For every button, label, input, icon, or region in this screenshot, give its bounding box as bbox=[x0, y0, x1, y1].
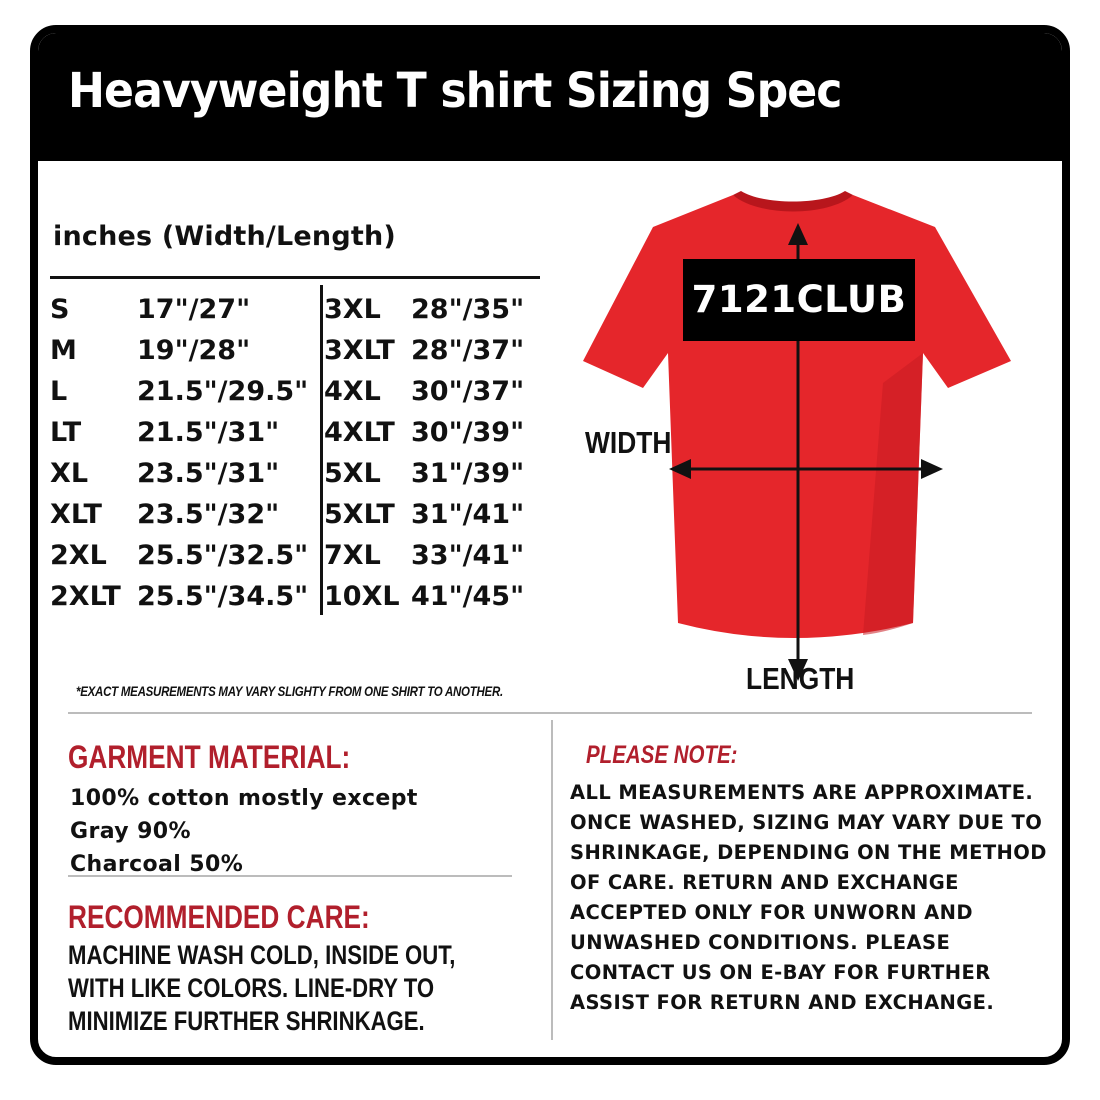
size-label: 2XLT bbox=[50, 581, 121, 612]
size-label: 7XL bbox=[324, 540, 381, 571]
units-divider bbox=[50, 276, 540, 279]
size-label: 10XL bbox=[324, 581, 400, 612]
size-row bbox=[50, 371, 310, 412]
recommended-care-title: RECOMMENDED CARE: bbox=[68, 899, 370, 935]
size-row bbox=[324, 371, 584, 412]
material-line: Charcoal 50% bbox=[70, 852, 244, 877]
size-measurement: 41"/45" bbox=[411, 581, 525, 612]
size-row bbox=[50, 330, 310, 371]
size-label: XL bbox=[50, 458, 89, 489]
units-label: inches (Width/Length) bbox=[53, 221, 396, 252]
length-label: LENGTH bbox=[746, 661, 855, 696]
size-measurement: 19"/28" bbox=[137, 335, 251, 366]
size-chart-card bbox=[30, 25, 1070, 1065]
size-row bbox=[324, 330, 584, 371]
size-row bbox=[50, 576, 310, 617]
size-measurement: 31"/41" bbox=[411, 499, 525, 530]
size-measurement: 28"/37" bbox=[411, 335, 525, 366]
material-line: 100% cotton mostly except bbox=[70, 786, 418, 811]
width-label: WIDTH bbox=[585, 425, 672, 460]
size-label: 4XL bbox=[324, 376, 381, 407]
size-label: L bbox=[50, 376, 68, 407]
size-label: 5XL bbox=[324, 458, 381, 489]
please-note-title: PLEASE NOTE: bbox=[586, 741, 738, 769]
size-measurement: 31"/39" bbox=[411, 458, 525, 489]
size-label: 4XLT bbox=[324, 417, 395, 448]
size-measurement: 25.5"/32.5" bbox=[137, 540, 309, 571]
size-label: M bbox=[50, 335, 77, 366]
size-measurement: 30"/39" bbox=[411, 417, 525, 448]
size-row bbox=[324, 453, 584, 494]
size-row bbox=[324, 535, 584, 576]
size-label: LT bbox=[50, 417, 82, 448]
size-measurement: 25.5"/34.5" bbox=[137, 581, 309, 612]
size-row bbox=[324, 289, 584, 330]
size-row bbox=[50, 289, 310, 330]
size-row bbox=[324, 576, 584, 617]
size-measurement: 17"/27" bbox=[137, 294, 251, 325]
size-measurement: 23.5"/32" bbox=[137, 499, 280, 530]
size-label: XLT bbox=[50, 499, 102, 530]
section-divider-horizontal bbox=[68, 712, 1032, 714]
disclaimer-note: *EXACT MEASUREMENTS MAY VARY SLIGHTY FROM ONE SHIRT TO ANOTHER. bbox=[76, 683, 503, 699]
size-row bbox=[50, 412, 310, 453]
size-measurement: 23.5"/31" bbox=[137, 458, 280, 489]
recommended-care-text: MACHINE WASH COLD, INSIDE OUT, WITH LIKE COLORS. LINE-DRY TO MINIMIZE FURTHER SHRINKAGE. bbox=[68, 940, 456, 1036]
material-line: Gray 90% bbox=[70, 819, 191, 844]
size-row bbox=[50, 453, 310, 494]
size-measurement: 30"/37" bbox=[411, 376, 525, 407]
size-measurement: 21.5"/29.5" bbox=[137, 376, 309, 407]
size-row bbox=[50, 494, 310, 535]
size-row bbox=[324, 412, 584, 453]
size-measurement: 28"/35" bbox=[411, 294, 525, 325]
please-note-text: ALL MEASUREMENTS ARE APPROXIMATE. ONCE WASHED, SIZING MAY VARY DUE TO SHRINKAGE, DEPENDING ON THE METHOD OF CARE. RETURN AND EXCHANGE ACCEPTED ONLY FOR UNWORN AND UNWASHED CONDITIONS. PLEASE CONTACT US ON E-BAY FOR FURTHER ASSIST FOR RETURN AND EXCHANGE. bbox=[570, 781, 1047, 1014]
brand-logo-label: 7121CLUB bbox=[683, 259, 915, 341]
size-label: 3XL bbox=[324, 294, 381, 325]
size-measurement: 33"/41" bbox=[411, 540, 525, 571]
width-arrow-right bbox=[921, 459, 943, 479]
page-title: Heavyweight T shirt Sizing Spec bbox=[68, 63, 842, 119]
size-label: 2XL bbox=[50, 540, 107, 571]
size-label: 5XLT bbox=[324, 499, 395, 530]
size-label: 3XLT bbox=[324, 335, 395, 366]
size-label: S bbox=[50, 294, 70, 325]
column-divider bbox=[320, 285, 323, 615]
size-measurement: 21.5"/31" bbox=[137, 417, 280, 448]
header-bar bbox=[38, 33, 1062, 161]
section-divider-vertical bbox=[551, 720, 553, 1040]
garment-material-title: GARMENT MATERIAL: bbox=[68, 739, 351, 775]
size-row bbox=[50, 535, 310, 576]
size-row bbox=[324, 494, 584, 535]
